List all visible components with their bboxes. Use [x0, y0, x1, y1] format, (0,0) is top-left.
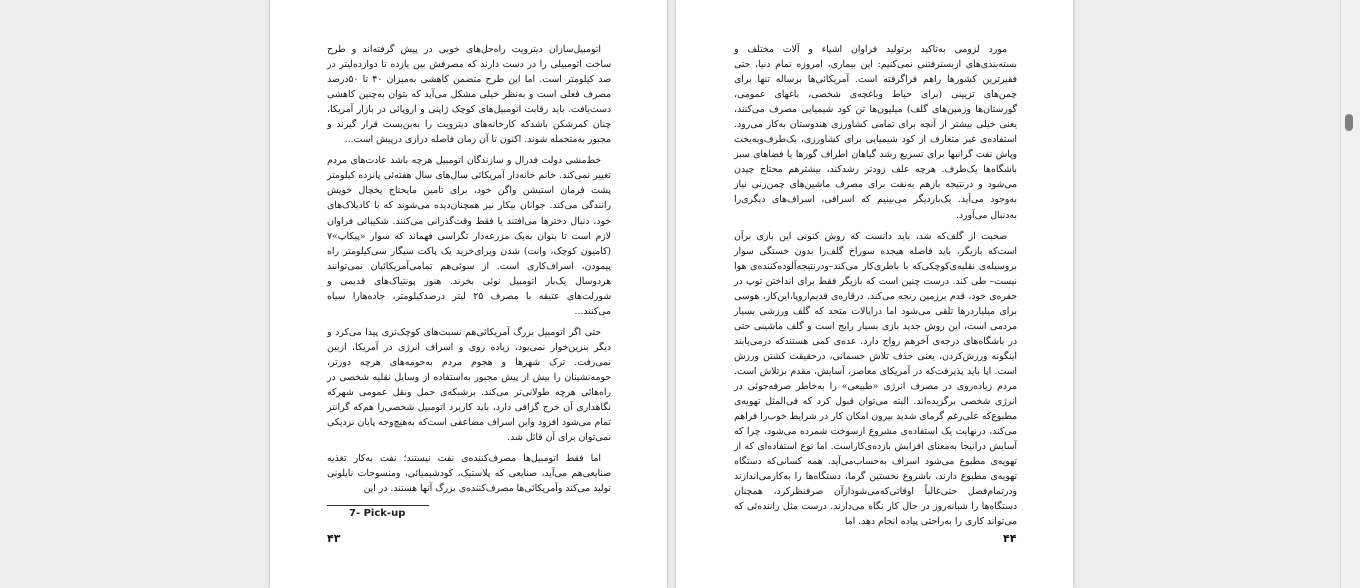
- paragraph: حتی اگر اتومبیل بزرگ آمریکائی‌هم نسبت‌های کوچک‌تری پیدا می‌کرد و دیگر بنزین‌خوار نمی‌بود، زیاده روی و اسراف انرژی در آمریکا، ازبین نمی‌رفت. ترک شهرها و هجوم مردم به‌حومه‌های هرچه دورتر، حومه‌نشینان را بیش از پیش مجبور به‌استفاده از وسایل نقلیه شخصی در راه‌هائی هرچه طولانی‌تر می‌کند. برشبکه‌ی حمل ونقل عمومی شهرکه نگاهداری آن خرج گزافی دارد، باید کاربرد اتومبیل شخصی‌را هم‌که گرانتر تمام می‌شود افزود واین اسراف مضاعفی است‌که به‌هیچ‌وجه پایان نزدیکی نمی‌توان برای آن قائل شد.: [327, 326, 611, 444]
- scrollbar-thumb[interactable]: [1345, 114, 1353, 131]
- right-page: [676, 0, 1073, 588]
- page-number: ۴۳: [327, 532, 341, 545]
- footnote: 7- Pick-up: [349, 508, 406, 519]
- left-page-body: [327, 42, 611, 502]
- vertical-scrollbar[interactable]: [1340, 0, 1360, 588]
- paragraph: اتومبیل‌سازان دیترویت راه‌حل‌های خوبی در پیش گرفته‌اند و طرح ساخت اتومبیلی را در دست دارند که مصرفش بین یازده تا دوازده‌لیتر در صد کیلومتر است. اما این طرح متضمن کاهشی به‌میزان ۴۰ تا ۵۰درصد مصرف فعلی است و به‌نظر خیلی مشکل می‌آید که بتوان به‌چنین کاهشی دست‌یافت. باید رقابت اتومبیل‌های کوچک ژاپنی و اروپائی در بازار آمریکا، چنان کمرشکن باشدکه کارخانه‌های دیترویت را به‌بن‌بست قرار گیرند و مجبور به‌متحمله شوند. اکنون تا آن زمان فاصله درازی درپیش است...: [327, 44, 611, 146]
- right-page-body: [734, 42, 1017, 536]
- paragraph: صحبت از گلف‌که شد، باید دانست که روش کنونی این بازی برآن است‌که بازیگر، باید فاصله هیجده سوراخ گلف‌را بدون خستگی سوار بروسیله‌ی نقلیه‌ی‌کوچکی‌که با باطری‌کار می‌کند–ودرنتیجه‌آلوده‌کننده‌ی هوا نیست– طی کند. درست چنین است که بازیگر فقط برای انداختن توپ در حفره‌ی خود، قدم برزمین رنجه می‌کند. درقاره‌ی قدیم‌اروپا،این‌کار، هوسی برای میلیاردرها تلقی می‌شود اما درایالات متحد که گلف ورزشی بسیار مردمی است، این روش جدید بازی بسیار رایج است و گلف ماشینی حتی در باشگاه‌های درجه‌ی آخرهم رواج دارد. عده‌ی کمی هستندکه درمی‌یابند اینگونه ورزش‌کردن، یعنی حذف تلاش جسمانی، درحقیقت کشتن ورزش است. اپا باید پذیرفت‌که در آمریکای معاصر، آسایش، مقدم برتلاش است. مردم زیاده‌روی در مصرف انرژی «طبیعی» را به‌خاطر صرفه‌جوئی در انرژی شخصی برگزیده‌اند. البته می‌توان قبول کرد که فی‌المثل تهویه‌ی مطبوع‌که علی‌رغم گرمای شدید بیرون امکان کار در شرایط خوب‌را فراهم می‌کند، درنهایت یک استفاده‌ی مشروع ازسوخت شمرده می‌شود، چرا که آسایش درانیجا به‌معنای افزایش بازده‌ی‌کاراست. اما نوع استفاده‌ای که از تهویه‌ی مطبوع می‌شود اسراف به‌حساب‌می‌آید. همه کسانی‌که دستگاه تهویه‌ی مطبوع دارند، باشروع نخستین گرما، دستگاه‌ها را به‌کارمی‌اندازند ودرتمام‌فصل حتی‌غالباً اوقاتی‌که‌می‌شود‌ازآن صرفنظرکرد، همچنان دستگاه‌ها را شبانه‌روز در حال کار نگاه می‌دارند. درست مثل راننده‌ئی که می‌تواند کاری را به‌راحتی پیاده انجام دهد. اما: [734, 230, 1017, 528]
- footnote-divider: [327, 505, 429, 506]
- paragraph: اما فقط اتومبیل‌ها مصرف‌کننده‌ی نفت نیستند؛ نفت به‌کار تغذیه صنایعی‌هم می‌آید، صنایعی که پلاستیک، کودشیمیائی، ومنسوجات نایلونی تولید می‌کند وآمریکائی‌ها مصرف‌کننده‌ی بزرگ آنها هستند. در این: [327, 453, 611, 495]
- paragraph: مورد لزومی به‌تاکید برتولید فراوان اشیاء و آلات مختلف و بسته‌بندی‌های ازبسترفتنی نمی‌کنیم: این بیماری، امروزه تمام دنیا، حتی فقیرترین کشورها راهم فراگرفته است. آمریکائی‌ها برساله تنها برای چمن‌های تزیینی (برای حیاط وباغچه‌ی شخصی، باغهای عمومی، گورستان‌ها وزمین‌های گلف) میلیون‌ها تن کود شیمیایی مصرف می‌کنند، یعنی خیلی بیشتر از آنچه برای تمامی کشاورزی هندوستان به‌کار می‌رود. استفاده‌ی غیر متعارف از کود شیمیایی برای کشاورزی، یک‌طرف‌وبه‌یخت وپاش نفت گرانبها برای تسریع رشد گیاهان اطراف گورها یا فضاهای سبز باشگاه‌ها یک‌طرف. هرچه علف زودتر رشدکند، بیشترهم محتاج چیدن می‌شود و درنتیجه بازهم به‌نفت برای مصرف ماشین‌های چمن‌زنی نیاز به‌وجود می‌آید. یک‌باردیگر می‌بینیم که اسرافی، اسراف‌های دیگری‌را به‌دنبال می‌آورد.: [734, 44, 1017, 221]
- left-page: [270, 0, 667, 588]
- page-number: ۴۴: [1003, 532, 1017, 545]
- paragraph: خط‌مشی دولت فدرال و سازندگان اتومبیل هرچه باشد عادت‌های مردم تغییر نمی‌کند. خانم خانه‌دار آمریکائی سال‌های سال هفته‌ئی پانزده کیلومتر پشت فرمان استیشن واگن خود، برای تامین مایحتاج یخچال خویش رانندگی می‌کند. جوانان بیکار نیز همچنان‌دیده می‌شوند که با کادیلاک‌های خود، دنبال دخترها می‌افتند یا فقط وقت‌گذرانی می‌کنند. شکیبائی فراوان لازم است تا بتوان به‌یک مزرعه‌دار تگزاسی فهماند که سوار «پیکاپ»۷ (کامیون کوچک، وانت) شدن ویرای‌خرید یک پاکت سیگار سی‌کیلومتر راه پیمودن، اسراف‌کاری است. از سوئی‌هم تمامی‌آمریکائیان نمی‌توانند هردوسال یک‌بار اتومبیل نوئی بخرند. هنوز پونتیاک‌های قدیمی و شورلت‌های عتیقه با مصرف ۲۵ لیتر درصدکیلومتر، جاده‌ها‌را سیاه می‌کنند...: [327, 155, 611, 317]
